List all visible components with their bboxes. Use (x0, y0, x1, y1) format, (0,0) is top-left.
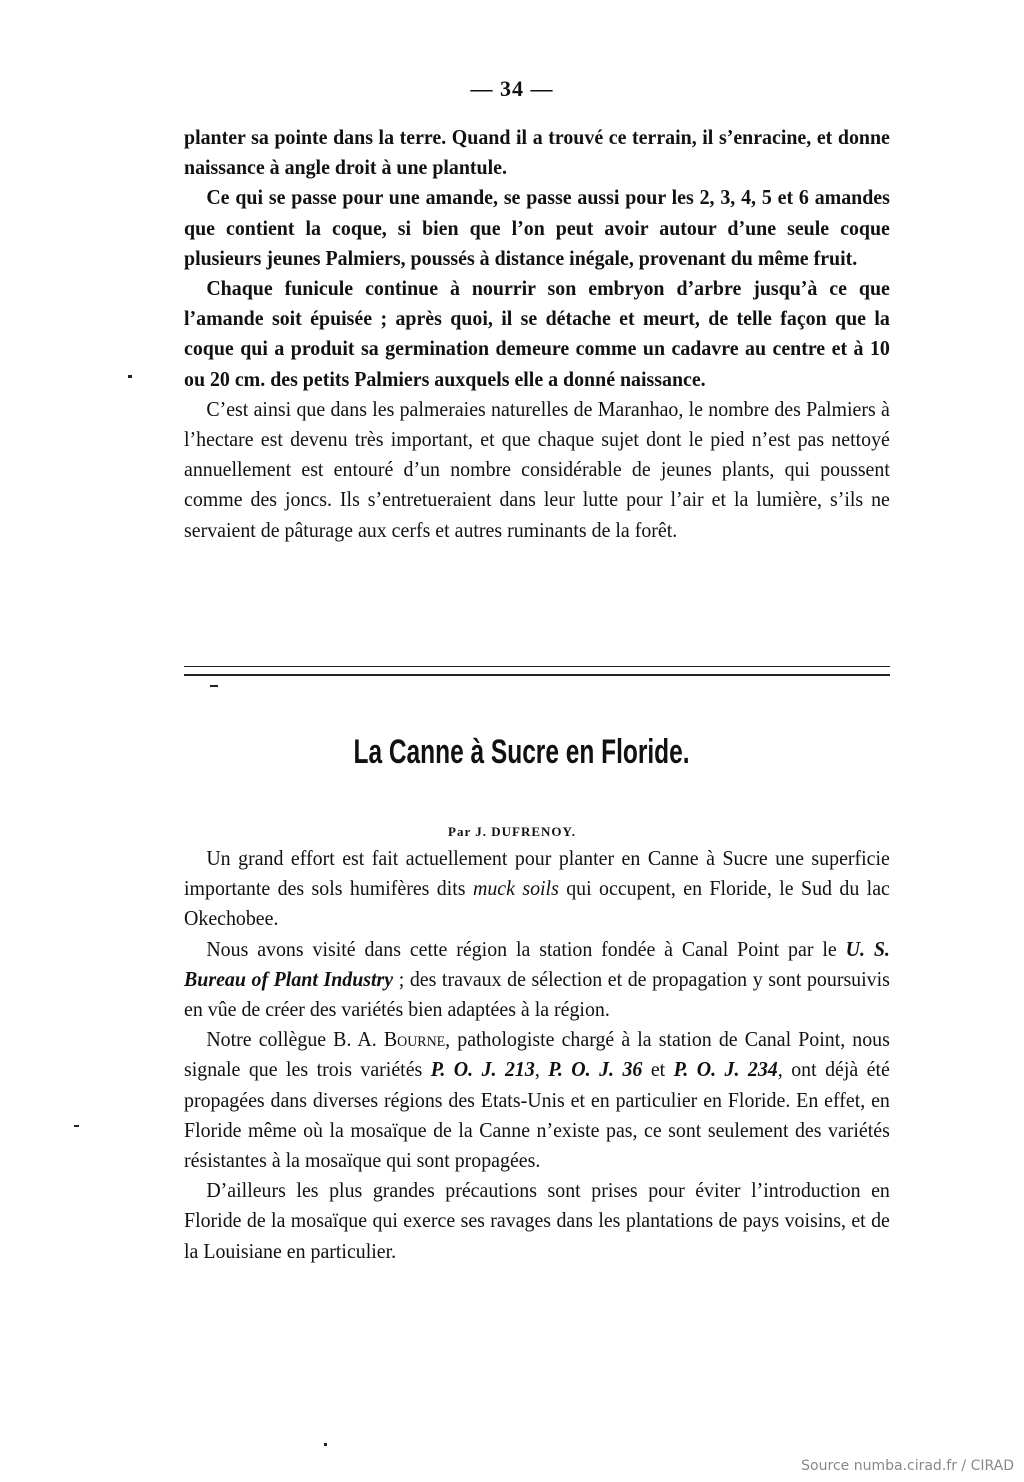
paragraph (184, 934, 890, 1025)
text-run: Notre collègue B. A. (206, 1027, 384, 1052)
scan-speck (128, 375, 132, 378)
scan-speck (74, 1125, 79, 1127)
variety-name: P. O. J. 36 (548, 1057, 643, 1082)
paragraph (184, 843, 890, 934)
paragraph: planter sa pointe dans la terre. Quand il a trouvé ce terrain, il s’enracine, et donne naissance à angle droit à une plantule. (184, 125, 890, 180)
paragraph: Chaque funicule continue à nourrir son embryon d’arbre jusqu’à ce que l’amande soit épuisée ; après quoi, il se détache et meurt, de telle façon que la coque qui a produit sa germination demeure comme un cadavre au centre et à 10 ou 20 cm. des petits Palmiers auxquels elle a donné naissance. (184, 276, 890, 391)
source-credit: Source numba.cirad.fr / CIRAD (801, 1458, 1014, 1474)
paragraph (184, 1024, 890, 1175)
article-body (184, 843, 890, 1266)
text-run: , pathologiste chargé à la station de Canal Point, nous signale que les trois variétés (184, 1027, 890, 1082)
italic-term: muck soils (472, 876, 559, 901)
scan-speck (324, 1443, 327, 1446)
text-run: , ont déjà été propagées dans diverses régions des Etats-Unis et en particulier en Floride. En effet, en Floride même où la mosaïque de la Canne n’existe pas, ce sont seulement des variétés résistantes à la mosaïque qui sont propagées. (184, 1057, 890, 1173)
text-run: et (642, 1057, 674, 1082)
section-divider-bottom (184, 674, 890, 676)
section-divider-top (184, 666, 890, 667)
paragraph: Ce qui se passe pour une amande, se passe aussi pour les 2, 3, 4, 5 et 6 amandes que contient la coque, si bien que l’on peut avoir autour d’une seule coque plusieurs jeunes Palmiers, poussés à distance inégale, provenant du même fruit. (184, 185, 890, 270)
text-run: qui occupent, en Floride, le Sud du lac Okechobee. (184, 876, 890, 931)
article-title: La Canne à Sucre en Floride. (353, 733, 690, 771)
paragraph: D’ailleurs les plus grandes précautions sont prises pour éviter l’introduction en Floride de la mosaïque qui exerce ses ravages dans les plantations de pays voisins, et de la Louisiane en particulier. (184, 1178, 890, 1263)
author-name: Bourne (383, 1027, 446, 1052)
text-run: Un grand effort est fait actuellement pour planter en Canne à Sucre une superficie importante des sols humifères dits (184, 846, 890, 901)
text-run: Nous avons visité dans cette région la station fondée à Canal Point par le (206, 936, 846, 961)
variety-name: P. O. J. 234 (673, 1057, 778, 1082)
variety-name: P. O. J. 213 (430, 1057, 535, 1082)
text-run: , (534, 1057, 549, 1082)
text-run: ; des travaux de sélection et de propagation y sont poursuivis en vûe de créer des variétés bien adaptées à la région. (184, 966, 890, 1022)
article-byline: Par J. DUFRENOY. (448, 824, 576, 839)
page-number: — 34 — (470, 76, 554, 101)
italic-term: U. S. Bureau of Plant Industry (184, 936, 890, 991)
paragraph: C’est ainsi que dans les palmeraies naturelles de Maranhao, le nombre des Palmiers à l’hectare est devenu très important, et que chaque sujet dont le pied n’est pas nettoyé annuellement est entouré d’un nombre considérable de jeunes plants, qui poussent comme des joncs. Ils s’entretueraient dans leur lutte pour l’air et la lumière, s’ils ne servaient de pâturage aux cerfs et autres ruminants de la forêt. (184, 396, 890, 542)
section-continued-text (184, 122, 890, 545)
scan-speck (210, 685, 218, 687)
